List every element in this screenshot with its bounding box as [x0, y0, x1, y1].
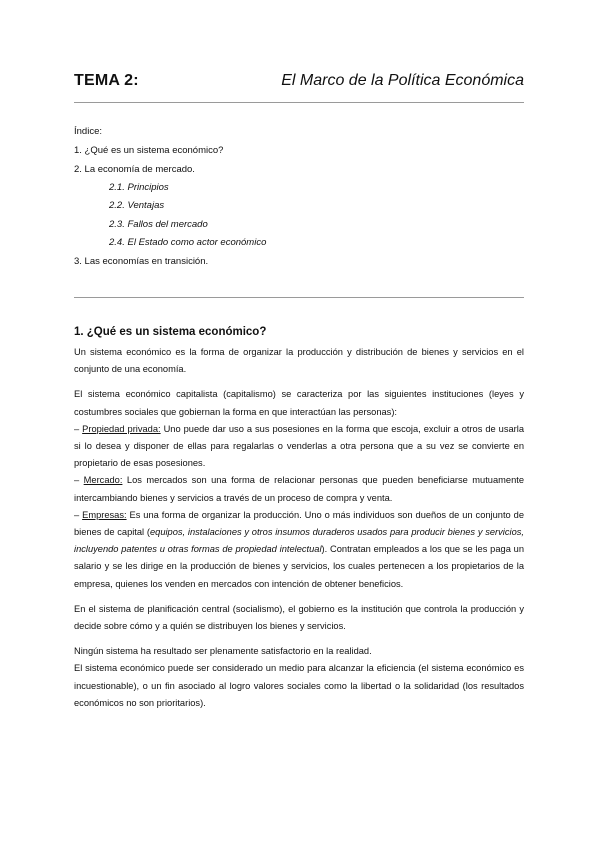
paragraph: En el sistema de planificación central (socialismo), el gobierno es la institución que controla la producción y decide sobre cómo y a quién se distribuyen los bienes y servicios.: [74, 603, 524, 632]
toc-subitem: 2.2. Ventajas: [109, 200, 165, 211]
list-item-text: Es una forma de organizar la producción. Uno o más individuos son dueños de un conjunto de bienes de capital (: [74, 509, 524, 538]
list-item-text: Los mercados son una forma de relacionar personas que pueden beneficiarse mutuamente intercambiando bienes y servicios a través de un proceso de compra y venta.: [74, 475, 524, 503]
list-item-label: Mercado:: [83, 475, 123, 486]
list-item-label: Propiedad privada:: [82, 423, 161, 434]
list-item-text: Uno puede dar uso a sus posesiones en la forma que escoja, excluir a otros de usarla si lo desea y disponer de ellas para regalarlas o venderlas a otra persona que a su vez se convierte en propietario de esas posesiones.: [74, 423, 524, 469]
dash: –: [74, 509, 83, 520]
toc-item: 1. ¿Qué es un sistema económico?: [74, 145, 224, 156]
section-title: 1. ¿Qué es un sistema económico?: [74, 326, 267, 338]
list-item: [74, 421, 524, 473]
dash: –: [74, 423, 83, 434]
page-header: [74, 72, 524, 96]
dash: –: [74, 475, 84, 486]
toc-item: 2. La economía de mercado.: [74, 164, 195, 175]
list-item: [74, 472, 524, 506]
toc-title: Índice:: [74, 126, 102, 137]
paragraph: Un sistema económico es la forma de organizar la producción y distribución de bienes y servicios en el conjunto de una economía.: [74, 347, 524, 375]
list-item: [74, 507, 524, 593]
paragraph: Ningún sistema ha resultado ser plenamente satisfactorio en la realidad.: [74, 646, 372, 657]
paragraph: El sistema económico capitalista (capitalismo) se caracteriza por las siguientes instituciones (leyes y costumbres sociales que gobiernan la forma en que interactúan las personas):: [74, 389, 524, 417]
toc-subitem: 2.1. Principios: [109, 182, 169, 193]
header-divider: [74, 102, 524, 103]
list-item-label: Empresas:: [82, 509, 127, 520]
chapter-label: TEMA 2:: [74, 72, 139, 89]
chapter-title: El Marco de la Política Económica: [281, 72, 524, 89]
toc-subitem: 2.3. Fallos del mercado: [109, 219, 208, 230]
toc-divider: [74, 297, 524, 298]
toc-item: 3. Las economías en transición.: [74, 256, 209, 267]
paragraph: El sistema económico puede ser considerado un medio para alcanzar la eficiencia (el sistema económico es incuestionable), o un fin asociado al logro valores sociales como la libertad o la solidaridad (los resultados económicos no son prioritarios).: [74, 663, 524, 708]
list-item-text: ). Contratan empleados a los que se les paga un salario y se les dirige en la producción de bienes y servicios, los cuales pertenecen a los propietarios de la empresa, quienes los venden en mercados con intención de obtener beneficios.: [74, 544, 525, 589]
section-content: [74, 326, 524, 712]
toc-subitem: 2.4. El Estado como actor económico: [109, 237, 267, 248]
list-item-italic-text: equipos, instalaciones y otros insumos duraderos usados para producir bienes y servicios, incluyendo patentes u otras formas de propiedad intelectual: [74, 527, 524, 555]
